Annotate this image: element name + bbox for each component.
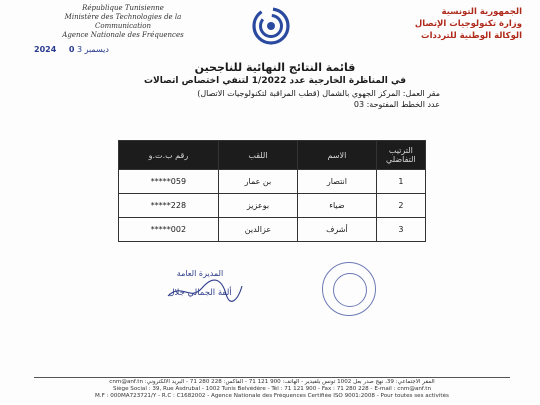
date-month: ديسمبر: [84, 45, 109, 54]
cell-first-name: ضياء: [298, 194, 377, 218]
document-title: قائمة النتائج النهائية للناجحين: [194, 61, 356, 74]
positions-line: عدد الخطط المفتوحة: 03: [353, 100, 440, 109]
date-day-prefix: 3: [76, 45, 83, 54]
cell-last-name: بوعزيز: [218, 194, 297, 218]
footer-registration: M.F : 000MA723721/Y - R.C : C1682002 - Agence Nationale des Fréquences Certifiée ISO 9001:2008 - Pour toutes ses activités: [95, 393, 449, 399]
col-header-id: رقم ب.ت.و: [119, 141, 219, 170]
header-french: [48, 4, 198, 40]
col-header-rank: الترتيب التفاضلي: [376, 141, 425, 170]
date-day: 0: [68, 45, 75, 54]
table-header-row: [119, 141, 426, 170]
results-table: [118, 140, 426, 242]
footer-address: Siège Social : 39, Rue Asdrubal - 1002 Tunis Belvédère - Tél : 71 121 900 - Fax : 71 280 228 - E-mail : cnm@anf.tn: [112, 386, 432, 392]
cell-last-name: عزالدين: [218, 218, 297, 242]
cell-id: 228*****: [119, 194, 219, 218]
cell-first-name: أشرف: [298, 218, 377, 242]
date-year: 2024: [34, 45, 57, 54]
cell-rank: 3: [376, 218, 425, 242]
footer-divider: [34, 377, 510, 378]
signatory-name: ألفة الجمالي جلال: [168, 288, 232, 298]
header-arabic: [372, 6, 522, 42]
signatory-title: المديرة العامة: [176, 269, 224, 278]
header-line-agency: Agence Nationale des Fréquences: [62, 31, 184, 39]
competition-line: في المناظرة الخارجية عدد 1/2022 لتنفي اختصاص اتصالات: [144, 76, 406, 86]
workplace-line: مقر العمل: المركز الجهوي بالشمال (قطب المراقبة لتكنولوجيات الاتصال): [197, 89, 440, 98]
header-ar-ministry: وزارة تكنولوجيات الإتصال: [414, 19, 522, 29]
table-row: [119, 170, 426, 194]
anf-logo-icon: [248, 6, 294, 46]
footer-arabic: المقر الاجتماعي: 39، نهج صدر بعل 1002 تونس بلفيدير - الهاتف: 900 121 71 - الفاكس: 228 280 71 - البريد الالكتروني: cnm@anf.tn: [109, 379, 435, 385]
header-ar-agency: الوكالة الوطنية للترددات: [421, 31, 522, 41]
col-header-first-name: الاسم: [298, 141, 377, 170]
title-block: [110, 60, 440, 110]
date-stamp: [34, 45, 109, 54]
cell-rank: 2: [376, 194, 425, 218]
table-row: [119, 194, 426, 218]
col-header-last-name: اللقب: [218, 141, 297, 170]
table-row: [119, 218, 426, 242]
cell-id: 059*****: [119, 170, 219, 194]
header-line-ministry: Ministère des Technologies de la Communication: [64, 13, 182, 30]
cell-rank: 1: [376, 170, 425, 194]
official-stamp-icon: [322, 262, 376, 316]
cell-last-name: بن عمار: [218, 170, 297, 194]
cell-id: 002*****: [119, 218, 219, 242]
signature-scribble-icon: [164, 276, 244, 306]
cell-first-name: انتصار: [298, 170, 377, 194]
header-line-republic: République Tunisienne: [82, 4, 164, 12]
header-ar-republic: الجمهورية التونسية: [441, 7, 522, 17]
